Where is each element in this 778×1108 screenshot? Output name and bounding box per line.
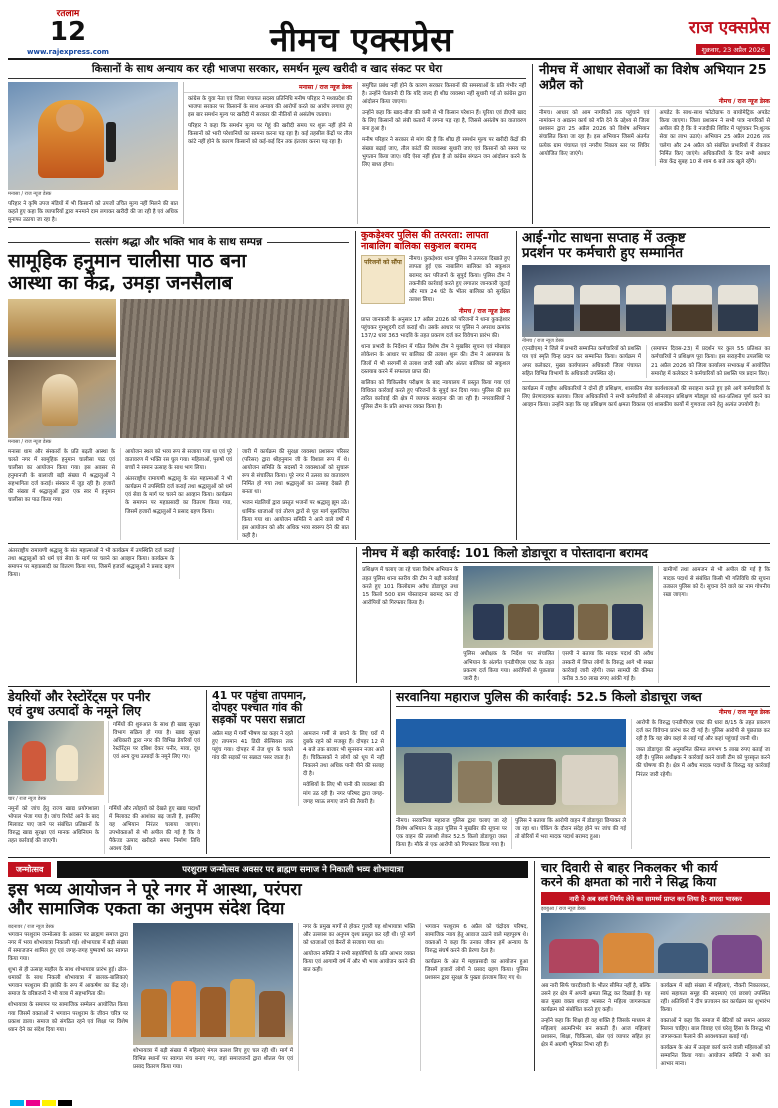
- yellow-mark: [42, 1100, 56, 1106]
- satsang-photo-col2: [120, 299, 349, 438]
- masthead-center: [128, 20, 595, 59]
- magenta-mark: [26, 1100, 40, 1106]
- igot-caption: नीमच / राज न्यूज डेस्क: [522, 338, 564, 345]
- dairy-photo: [8, 721, 104, 795]
- women-col2: कार्यक्रम में बड़ी संख्या में महिलाएं, नौकरी निकालकर, स्वयं सहायता समूह की सदस्याएं एवं छात्राएं उपस्थित रहीं। अतिथियों ने दीप प्रज्वलन कर कार्यक्रम का शुभारंभ किया।: [660, 982, 770, 1013]
- page-number: 12: [49, 17, 87, 47]
- satsang-caption: मनासा / राज न्यूज डेस्क: [8, 438, 52, 445]
- kukdeshwar-col3: थाना प्रभारी के निर्देशन में गठित विशेष टीम ने मुखबिर सूचना एवं मोबाइल लोकेशन के आधार पर बालिका की तलाश शुरू की। टीम ने आसपास के जिलों में भी सरगर्मी से तलाश जारी रखी और अंततः बालिका को सकुशल दस्तयाब करने में सफलता प्राप्त की।: [361, 344, 510, 375]
- lead-row: [8, 64, 770, 224]
- heat-col2: आमजन गर्मी से बचने के लिए घरों में दुबके रहने को मजबूर हैं। दोपहर 12 से 4 बजे तक बाजार भी सुनसान नजर आते हैं। चिकित्सकों ने लोगों को धूप में नहीं निकलने तथा अधिक पानी पीने की सलाह दी है।: [303, 730, 384, 778]
- kukdeshwar-headline: कुकड़ेश्वर पुलिस की तत्परता: लापता नाबालिग बालिका सकुशल बरामद: [361, 230, 489, 252]
- women-col2b: वक्ताओं ने कहा कि समाज में बेटियों को समान अवसर मिलना चाहिए। बाल विवाह एवं घरेलू हिंसा के विरुद्ध भी जागरूकता फैलाने की आवश्यकता बताई गई।: [660, 1017, 770, 1041]
- sarvania-headline: सरवानिया महाराज पुलिस की कार्रवाई: 52.5 किलो डोडाचूरा जब्त: [396, 690, 770, 707]
- black-mark: [58, 1100, 72, 1106]
- women-col1: अब नारी सिर्फ चारदीवारी के भीतर सीमित नहीं है, बल्कि उसने हर क्षेत्र में अपनी क्षमता सिद्ध कर दिखाई है। यह बात मुख्य वक्ता शारदा भास्कर ने महिला जागरूकता कार्यक्रम को संबोधित करते हुए कही।: [541, 982, 651, 1013]
- satsang-col2b: भजन मंडलियों द्वारा प्रस्तुत भजनों पर श्रद्धालु झूम उठे। धार्मिक ध्वजाओं एवं तोरण द्वारों से पूरा मार्ग सुसज्जित किया गया था। आयोजन समिति ने आने वाले वर्षों में इस आयोजन को और अधिक भव्य स्वरूप देने की बात कही है।: [242, 500, 349, 539]
- doda-col4: ग्रामीणों तथा आमजन से भी अपील की गई है कि मादक पदार्थ से संबंधित किसी भी गतिविधि की सूचना तत्काल पुलिस को दें। सूचना देने वाले का नाम गोपनीय रखा जाएगा।: [658, 566, 770, 682]
- lead-col2-p3: मनीष परिहार ने सरकार से मांग की है कि शीघ्र ही समर्थन मूल्य पर खरीदी केंद्रों की संख्या बढ़ाई जाए, तौल कांटों की व्यवस्था सुधारी जाए एवं किसानों को समय पर भुगतान किया जाए। यदि ऐसा नहीं होता है तो कांग्रेस संगठन जन आंदोलन करने के लिए बाध्य होगा।: [362, 137, 526, 168]
- janmotsav-col3b: कार्यक्रम के अंत में महाप्रसादी का आयोजन हुआ जिसमें हजारों लोगों ने प्रसाद ग्रहण किया। पुलिस प्रशासन द्वारा सुरक्षा के पुख्ता इंतजाम किए गए थे।: [425, 959, 528, 982]
- janmotsav-article: [8, 861, 528, 1071]
- women-caption: झाबुआ / राज न्यूज डेस्क: [541, 905, 586, 912]
- kukdeshwar-article: [355, 231, 510, 540]
- satsang-col1b: आयोजन स्थल को भव्य रूप से सजाया गया था एवं पूरे वातावरण में भक्ति रस घुल गया। महिलाओं, पुरुषों एवं बच्चों ने समान उत्साह के साथ भाग लिया।: [125, 448, 232, 471]
- sarvania-col2: पुलिस ने बताया कि आरोपी वाहन में डोडाचूरा छिपाकर ले जा रहा था। चेकिंग के दौरान संदेह होने पर जांच की गई तो बोरियों में भरा मादक पदार्थ बरामद हुआ।: [511, 817, 626, 849]
- janmotsav-col1: भगवान परशुराम जन्मोत्सव के अवसर पर ब्राह्मण समाज द्वारा नगर में भव्य शोभायात्रा निकाली गई। शोभायात्रा में बड़ी संख्या में समाजजन शामिल हुए एवं जगह-जगह पुष्पवर्षा कर स्वागत किया गया।: [8, 931, 128, 962]
- lead-col2: [357, 82, 526, 224]
- igot-article: [516, 231, 770, 540]
- sarvania-byline: नीमच / राज न्यूज डेस्क: [718, 708, 770, 716]
- heat-col1: अप्रैल माह में गर्मी भीषण का कहर ने रहते हुए तापमान 41 डिग्री सेल्सियस तक पहुंच गया। दोपहर में तेज धूप के चलते गांव की सड़कों पर सन्नाटा पसर जाता है।: [212, 730, 293, 762]
- women-col2c: कार्यक्रम के अंत में उत्कृष्ट कार्य करने वाली महिलाओं को सम्मानित किया गया। आयोजन समिति ने सभी का आभार माना।: [660, 1045, 770, 1068]
- aadhaar-col1: नीमच। आधार को आम नागरिकों तक पहुंचाने एवं नामांकन व अद्यतन कार्य को गति देने के उद्देश्य से जिला प्रशासन द्वारा 25 अप्रैल 2026 को विशेष अभियान संचालित किया जा रहा है। इस अभियान जिसमें अंतर्गत प्रत्येक ग्राम पंचायत एवं नगरीय निकाय स्तर पर शिविर आयोजित किए जाएंगे।: [539, 110, 650, 157]
- doda-article: [356, 547, 770, 683]
- newspaper-title: नीमच एक्सप्रेस: [270, 20, 453, 59]
- women-headline-1: चार दिवारी से बाहर निकलकर भी कार्य: [541, 859, 718, 875]
- lead-col2-p1: समुचित प्रबंध नहीं होने के कारण सरकार किसानों की समस्याओं के प्रति गंभीर नहीं है। उन्होंने चेतावनी दी कि यदि जल्द ही शीघ्र व्यवस्था नहीं सुधारी गई तो कांग्रेस द्वारा आंदोलन किया जाएगा।: [362, 82, 526, 105]
- sarvania-col3: आरोपी के विरुद्ध एनडीपीएस एक्ट की धारा 8/15 के तहत प्रकरण दर्ज कर विवेचना प्रारंभ कर दी गई है। पुलिस आरोपी से पूछताछ कर रही है कि यह खेप कहां से लाई गई और कहां पहुंचाई जानी थी।: [636, 719, 770, 743]
- aadhaar-article: [532, 64, 770, 224]
- satsang-col2: जारी में कार्यक्रम की सुरक्षा व्यवस्था प्रशासन परिसर (परिसर) द्वारा श्रीहनुमान जी के विशाल रूप में थे। आयोजन समिति के सदस्यों ने व्यवस्थाओं को सुचारू रूप से संचालित किया। पूरे नगर में उत्सव का वातावरण निर्मित हो गया तथा श्रद्धालुओं का उत्साह देखते ही बनता था।: [242, 448, 349, 496]
- doda-col3: एसपी ने बताया कि मादक पदार्थ की अवैध तस्करी में लिप्त लोगों के विरुद्ध आगे भी सख्त कार्रवाई जारी रहेगी। जब्त सामग्री की कीमत करीब 3.50 लाख रुपए आंकी गई है।: [558, 650, 653, 682]
- lead-col2-p2: उन्होंने कहा कि खाद-बीज की कमी से भी किसान परेशान हैं। यूरिया एवं डीएपी खाद के लिए किसानों को लंबी कतारों में लगना पड़ रहा है, जिससे असंतोष का वातावरण बना हुआ है।: [362, 110, 526, 133]
- sarvania-article: [390, 690, 770, 854]
- bottom-row: [8, 861, 770, 1071]
- sarvania-col1: नीमच। सरवानिया महाराज पुलिस द्वारा चलाए जा रहे विशेष अभियान के तहत पुलिस ने मुखबिर की सूचना पर एक वाहन की तलाशी लेकर 52.5 किलो डोडाचूरा जब्त किया है। मौके से एक आरोपी को गिरफ्तार किया गया है।: [396, 817, 507, 849]
- lead-photo-block: [8, 82, 178, 224]
- janmotsav-col3: भगवान परशुराम 6 अप्रैल को चंद्रोदय परिषद, सामाजिक न्याय हेतु आवाज उठाने वाले महापुरुष थे। वक्ताओं ने कहा कि उनका जीवन हमें अन्याय के विरुद्ध संघर्ष करने की प्रेरणा देता है।: [425, 923, 528, 954]
- satsang-headline-1: सामूहिक हनुमान चालीसा पाठ बना: [8, 250, 247, 273]
- heat-article: [206, 690, 384, 854]
- aadhaar-col2: अपडेट के साथ-साथ फोटोग्राफ व बायोमेट्रिक अपडेट किया जाएगा। जिला प्रशासन ने सभी पात्र नागरिकों से अपील की है कि वे नजदीकी शिविर में पहुंचकर नि:शुल्क सेवा का लाभ उठाएं। अभियान 25 अप्रैल 2026 तक चलेगा और 24 अप्रैल को संबंधित प्रभारियों में रोककर निर्मित किए जाएंगे। अधिकारियों के दिन सभी आधार सेवा केंद्र सुबह 10 से शाम 6 बजे तक खुले रहेंगे।: [655, 109, 771, 166]
- satsang-section-label: सत्संग श्रद्धा और भक्ति भाव के साथ सम्पन्न: [95, 236, 262, 249]
- masthead-city: रतलाम: [56, 9, 80, 19]
- janmotsav-photo: [133, 923, 293, 1045]
- igot-col3: कार्यक्रम में राष्ट्रीय अधिकारियों ने दोनों ही प्रशिक्षण, शासकीय सेवा कार्यशालाओं की सराहना करते हुए इसे आगे कर्मचारियों के लिए प्रेरणादायक बताया। जिला अधिकारियों ने सभी कर्मचारियों से ऑनलाइन प्रशिक्षण मॉड्यूल को शत-प्रतिशत पूर्ण करने का आव्हान किया। उन्होंने कहा कि यह प्रशिक्षण कार्य क्षमता विकास एवं शासकीय कार्यों में गुणवत्ता लाने हेतु अत्यंत उपयोगी है।: [522, 385, 770, 408]
- women-article: [534, 861, 770, 1071]
- masthead-right: [595, 20, 770, 56]
- janmotsav-headline-2: और सामाजिक एकता का अनुपम संदेश दिया: [8, 898, 285, 919]
- color-registration-marks: [0, 1100, 778, 1108]
- satsang-cont-2: [179, 547, 350, 579]
- heat-headline-1: 41 पर पहुंचा तापमान,: [212, 688, 307, 702]
- satsang-crowd-photo: [120, 299, 349, 438]
- lead-col1c: परिहार ने कृषि उपज मंडियों में भी किसानों को उपजों उचित मूल्य नहीं मिलने की बात कहते हुए कहा कि व्यापारियों द्वारा मनमाने दाम लगाकर खरीदी की जा रही है एवं अधिक मुनाफा उठाया जा रहा है।: [8, 200, 178, 223]
- aadhaar-headline: नीमच में आधार सेवाओं का विशेष अभियान 25 अप्रैल को: [539, 63, 767, 93]
- lead-col1-p1: कांग्रेस के युवा नेता एवं जिला पंचायत सदस्य प्रतिनिधि मनीष परिहार ने मध्यप्रदेश की भाजपा सरकार पर किसानों के साथ अन्याय की आरोपों करते का आरोप लगाया हुए इस बार समर्थन मूल्य पर खरीदी में सरकार की नीतियों से असंतोष जताया।: [188, 95, 352, 118]
- lead-photo: [8, 82, 178, 190]
- masthead: [8, 6, 770, 60]
- kukdeshwar-byline: नीमच / राज न्यूज डेस्क: [458, 307, 510, 315]
- dairy-col3: गर्मियों और त्योहारों को देखते हुए खाद्य पदार्थों में मिलावट की आशंका बढ़ जाती है, इसलिए यह अभियान निरंतर चलाया जाएगा। उपभोक्ताओं से भी अपील की गई है कि वे पैकेज्ड उत्पाद खरीदते समय निर्माण तिथि अवश्य देखें।: [104, 805, 200, 854]
- janmotsav-headline-1: इस भव्य आयोजन ने पूरे नगर में आस्था, परंपरा: [8, 879, 302, 900]
- lead-photo-caption: मनासा / राज न्यूज डेस्क: [8, 190, 52, 197]
- igot-headline-1: आई-गोट साधना सप्ताह में उत्कृष्ट: [522, 230, 686, 247]
- janmotsav-banner-bar: [8, 861, 528, 878]
- satsang-col1: मनासा धाम और संस्कारों के प्रति बढ़ती आस्था के चलते नगर में सामूहिक हनुमान चालीसा पाठ एवं चालीसा का आयोजन किया गया। इस अवसर से हनुमानजी के बालाजी बड़ी संख्या में श्रद्धालुओं ने सहभागिता दर्ज कराई। संस्कार में जुड़ रही है। हजारों की संख्या में श्रद्धालुओं द्वारा एक स्वर में हनुमान चालीसा का पाठ किया गया।: [8, 448, 115, 504]
- satsang-idol-photo: [8, 360, 116, 438]
- satsang-cont-1: अंतरराष्ट्रीय रामायणी श्रद्धालु के संत महात्माओं ने भी कार्यक्रम में उपस्थिति दर्ज कराई तथा श्रद्धालुओं को धर्म एवं सेवा के मार्ग पर चलने का आव्हान किया। कार्यक्रम के समापन पर महाप्रसादी का वितरण किया गया, जिसमें हजारों श्रद्धालुओं ने प्रसाद ग्रहण किया।: [8, 547, 175, 579]
- dairy-col2: नमूनों को जांच हेतु राज्य खाद्य प्रयोगशाला भोपाल भेजा गया है। जांच रिपोर्ट आने के बाद मिलावट पाए जाने पर संबंधित प्रतिष्ठानों के विरुद्ध खाद्य सुरक्षा एवं मानक अधिनियम के तहत कार्रवाई की जाएगी।: [8, 805, 99, 845]
- women-col1b: उन्होंने कहा कि शिक्षा ही वह शक्ति है जिसके माध्यम से महिलाएं आत्मनिर्भर बन सकती हैं। आज महिलाएं प्रशासन, शिक्षा, चिकित्सा, खेल एवं व्यापार सहित हर क्षेत्र में अग्रणी भूमिका निभा रही हैं।: [541, 1017, 651, 1049]
- kukdeshwar-sub-tag: परिजनों को सौंपा: [361, 255, 405, 304]
- kukdeshwar-col1: नीमच। कुकड़ेश्वर थाना पुलिस ने तत्परता दिखाते हुए लापता हुई एक नाबालिग बालिका को सकुशल बरामद कर परिजनों के सुपुर्द किया। पुलिस टीम ने तकनीकी कार्रवाई करते हुए लगातार जानकारी जुटाई और मात्र 24 घंटे के भीतर बालिका को सुरक्षित तलाश लिया।: [409, 256, 510, 303]
- lead-col1-p2: परिहार ने कहा कि समर्थन मूल्य पर गेहूं की खरीदी समय पर शुरू नहीं होने से किसानों को भारी परेशानियों का सामना करना पड़ रहा है। कई तहसील केंद्रों पर तौल कांटे नहीं होने के कारण किसानों को कई-कई दिन तक इंतजार करना पड़ रहा है।: [188, 123, 352, 146]
- lead-byline: मनासा / राज न्यूज डेस्क: [184, 82, 352, 93]
- dairy-caption: चार / राज न्यूज डेस्क: [8, 795, 47, 802]
- women-headline-2: करने की क्षमता को नारी ने सिद्ध किया: [541, 873, 717, 889]
- doda-row: [8, 547, 770, 683]
- masthead-left: [8, 6, 128, 56]
- janmotsav-banner: परशुराम जन्मोत्सव अवसर पर ब्राह्मण समाज ने निकाली भव्य शोभायात्रा: [57, 861, 528, 878]
- satsang-section-bar: [8, 235, 349, 249]
- igot-col2: (समापन दिवस-23) में प्रदर्शन पर कुल 55 प्रतिशत का कर्मचारियों ने प्रशिक्षण पूरा किया। इस सराहनीय उपलब्धि पर 21 अप्रैल 2026 को जिला कार्यालय सभाकक्ष में आयोजित समारोह में कलेक्टर ने कर्मचारियों को प्रशस्ति पत्र प्रदान किए।: [646, 345, 770, 377]
- third-row: [8, 690, 770, 854]
- doda-photo: [463, 566, 653, 648]
- janmotsav-col2b: नगर के प्रमुख मार्गों से होकर गुजरी यह शोभायात्रा भक्ति और उल्लास का अनुपम दृश्य प्रस्तुत कर रही थी। पूरे मार्ग को ध्वजाओं एवं बैनरों से सजाया गया था।: [303, 923, 415, 946]
- heat-col3: मवेशियों के लिए भी पानी की व्यवस्था की मांग उठ रही है। नगर परिषद द्वारा जगह-जगह प्याऊ लगाए जाने की तैयारी है।: [303, 782, 384, 805]
- kukdeshwar-col4: बालिका को चिकित्सीय परीक्षण के बाद न्यायालय में प्रस्तुत किया गया एवं विधिवत कार्रवाई करते हुए परिजनों के सुपुर्द कर दिया गया। पुलिस की इस त्वरित कार्रवाई की क्षेत्र में व्यापक सराहना की जा रही है। नगरवासियों ने पुलिस टीम के प्रति आभार व्यक्त किया है।: [361, 379, 510, 411]
- satsang-headline-2: आस्था का केंद्र, उमड़ा जनसैलाब: [8, 271, 233, 294]
- kukdeshwar-col2: प्राप्त जानकारी के अनुसार 17 अप्रैल 2026 को परिजनों ने थाना कुकड़ेश्वर पहुंचकर गुमशुदगी दर्ज कराई थी। उसके आधार पर पुलिस ने अपराध क्रमांक 137/2 धारा 363 भादवि के तहत प्रकरण दर्ज कर विवेचना प्रारंभ की।: [361, 316, 510, 340]
- janmotsav-col2c: आयोजन समिति ने सभी सहयोगियों के प्रति आभार व्यक्त किया एवं आगामी वर्ष में और भी भव्य आयोजन करने की बात कही।: [303, 950, 415, 974]
- janmotsav-col2: शोभायात्रा में बड़ी संख्या में महिलाएं मंगल कलश लिए हुए चल रही थीं। मार्ग में विभिन्न स्थानों पर स्वागत मंच बनाए गए, जहां समाजजनों द्वारा शीतल पेय एवं प्रसाद वितरण किया गया।: [133, 1047, 293, 1070]
- igot-col1: (एनडीएम) ने जिले में प्रभारी सम्मानित कर्मचारियों को प्रशस्ति पत्र एवं स्मृति चिन्ह प्रदान कर सम्मानित किया। कार्यक्रम में अपर कलेक्टर, मुख्य कार्यपालन अधिकारी जिला पंचायत सहित विभिन्न विभागों के अधिकारी उपस्थित रहे।: [522, 346, 641, 377]
- satsang-col1c: अंतरराष्ट्रीय रामायणी श्रद्धालु के संत महात्माओं ने भी कार्यक्रम में उपस्थिति दर्ज कराई तथा श्रद्धालुओं को धर्म एवं सेवा के मार्ग पर चलने का आव्हान किया। कार्यक्रम के समापन पर महाप्रसादी का वितरण किया गया, जिसमें हजारों श्रद्धालुओं ने प्रसाद ग्रहण किया।: [125, 476, 232, 515]
- brand-name: राज एक्सप्रेस: [688, 18, 770, 38]
- heat-headline-2: दोपहर पश्चात गांव की: [212, 701, 303, 715]
- middle-row: [8, 231, 770, 540]
- janmotsav-caption: बदनावर / राज न्यूज डेस्क: [8, 923, 55, 930]
- satsang-banner-photo: [8, 299, 116, 357]
- doda-col2: पुलिस अधीक्षक के निर्देश पर संचालित अभियान के अंतर्गत एनडीपीएस एक्ट के तहत प्रकरण दर्ज किया गया। आरोपियों से पूछताछ जारी है।: [463, 651, 555, 682]
- dairy-headline-2: एवं दुग्ध उत्पादों के नमूने लिए: [8, 702, 142, 718]
- janmotsav-col1b: शुभा से ही उत्साह माहौल के साथ शोभायात्रा प्रारंभ हुई। ढोल-धमाकों के साथ निकली शोभायात्रा में बालक-बालिकाएं भगवान परशुराम की झांकी के रूप में आकर्षण का केंद्र रहे। समाज के वरिष्ठजनों ने भी यात्रा में सहभागिता की।: [8, 967, 128, 998]
- heat-headline-3: सड़कों पर पसरा सन्नाटा: [212, 713, 305, 727]
- satsang-photo-col: [8, 299, 116, 438]
- lead-kicker: किसानों के साथ अन्याय कर रही भाजपा सरकार, समर्थन मूल्य खरीदी व खाद संकट पर घेरा: [8, 64, 526, 79]
- igot-headline-2: प्रदर्शन पर कर्मचारी हुए सम्मानित: [522, 245, 684, 262]
- aadhaar-byline: नीमच / राज न्यूज डेस्क: [539, 96, 770, 107]
- janmotsav-col1c: शोभायात्रा के समापन पर सामाजिक सम्मेलन आयोजित किया गया जिसमें वक्ताओं ने भगवान परशुराम के जीवन चरित्र पर प्रकाश डाला। समाज को संगठित रहने एवं शिक्षा पर विशेष ध्यान देने का संदेश दिया गया।: [8, 1002, 128, 1033]
- dairy-col1: गर्मियों की शुरुआत के साथ ही खाद्य सुरक्षा विभाग सक्रिय हो गया है। खाद्य सुरक्षा अधिकारी द्वारा नगर की विभिन्न डेयरियों एवं रेस्टोरेंट्स पर दबिश देकर पनीर, मावा, दूध एवं अन्य दुग्ध उत्पादों के नमूने लिए गए।: [108, 721, 200, 803]
- cyan-mark: [10, 1100, 24, 1106]
- dairy-headline-1: डेयरियों और रेस्टोरेंट्स पर पनीर: [8, 688, 151, 704]
- satsang-continued: [8, 547, 350, 683]
- doda-col1: प्रशिक्षण में चलाए जा रहे चला विशेष अभियान के तहत पुलिस थाना स्तरीय की टीम ने बड़ी कार्रवाई करते हुए 101 किलोग्राम अवैध डोडाचूरा तथा 15 किलो 500 ग्राम पोस्तादाना बरामद कर दो आरोपियों को गिरफ्तार किया है।: [362, 567, 459, 606]
- lead-col1: [183, 82, 352, 224]
- satsang-article: [8, 231, 349, 540]
- janmotsav-tag: जन्मोत्सव: [8, 862, 51, 877]
- website-url[interactable]: www.rajexpress.com: [27, 48, 109, 56]
- igot-photo: [522, 265, 770, 337]
- doda-headline: नीमच में बड़ी कार्रवाई: 101 किलो डोडाचूरा व पोस्तादाना बरामद: [362, 547, 770, 563]
- dairy-article: [8, 690, 200, 854]
- sarvania-col4: जब्त डोडाचूरा की अनुमानित कीमत लगभग 5 लाख रुपए बताई जा रही है। पुलिस अधीक्षक ने कार्रवाई करने वाली टीम को पुरस्कृत करने की घोषणा की है। क्षेत्र में अवैध मादक पदार्थों के विरुद्ध यह कार्रवाई निरंतर जारी रहेगी।: [636, 747, 770, 778]
- women-photo: [541, 913, 770, 979]
- women-subhead: नारी ने अब स्वयं निर्णय लेने का सामर्थ्य प्राप्त कर लिया है: शारदा भास्कर: [541, 892, 770, 905]
- lead-article: [8, 64, 526, 224]
- publication-date: शुक्रवार, 23 अप्रैल 2026: [696, 44, 770, 55]
- sarvania-photo: [396, 719, 626, 815]
